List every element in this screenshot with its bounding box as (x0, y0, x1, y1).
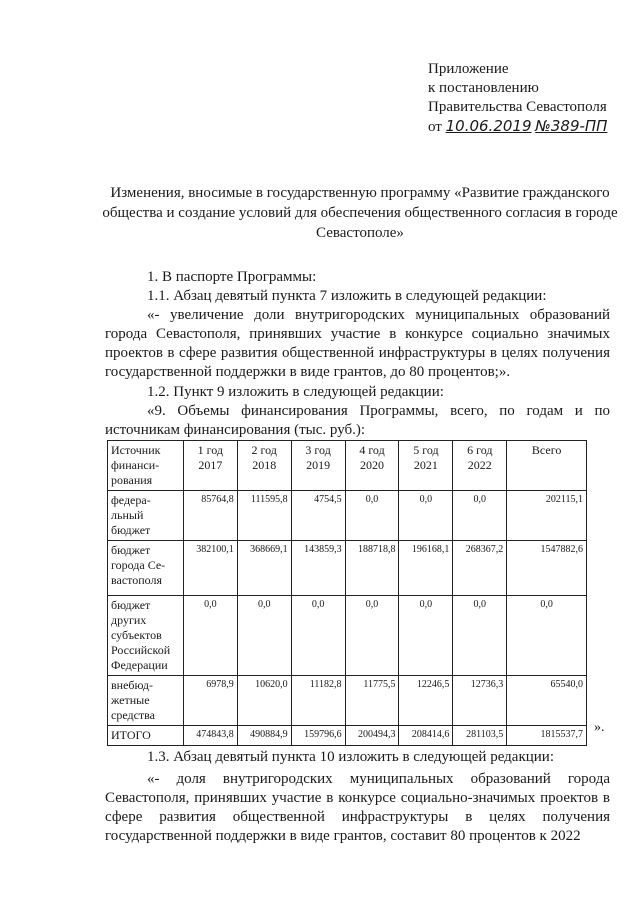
table-cell: 10620,0 (237, 676, 291, 726)
table-cell: 0,0 (453, 596, 507, 676)
paragraph-1-3: 1.3. Абзац девятый пункта 10 изложить в следующей редакции: (147, 749, 554, 765)
table-cell: 0,0 (453, 491, 507, 541)
row-label: ИТОГО (108, 726, 184, 746)
table-cell: 0,0 (291, 596, 345, 676)
table-cell: 196168,1 (399, 541, 453, 596)
column-header: 2 год 2018 (237, 441, 291, 491)
table-cell: 368669,1 (237, 541, 291, 596)
table-cell: 6978,9 (183, 676, 237, 726)
table-cell: 0,0 (183, 596, 237, 676)
table-cell: 1815537,7 (507, 726, 587, 746)
table-cell: 11182,8 (291, 676, 345, 726)
table-cell: 65540,0 (507, 676, 587, 726)
column-header: Источник финанси-рования (108, 441, 184, 491)
paragraph-1-1-text: «- увеличение доли внутригородских муниципальных образований города Севастополя, принявших участие в конкурсе социально значимых проектов в сфере развития общественной инфраструктуры в целях получения государственной поддержки в виде грантов, до 80 процентов;». (105, 307, 610, 380)
row-label: бюджет города Се-вастополя (108, 541, 184, 596)
table-row-total (108, 726, 587, 746)
table-cell: 85764,8 (183, 491, 237, 541)
closing-quote: ». (594, 720, 605, 735)
table-cell: 11775,5 (345, 676, 399, 726)
column-header: 5 год 2021 (399, 441, 453, 491)
paragraph-1-2: 1.2. Пункт 9 изложить в следующей редакции: (147, 384, 444, 400)
table-cell: 474843,8 (183, 726, 237, 746)
table-cell: 1547882,6 (507, 541, 587, 596)
table-row (108, 596, 587, 676)
handwritten-number: №389-ПП (535, 117, 608, 135)
column-header: 1 год 2017 (183, 441, 237, 491)
table-cell: 490884,9 (237, 726, 291, 746)
table-cell: 12246,5 (399, 676, 453, 726)
column-header: Всего (507, 441, 587, 491)
paragraph-1-2-text: «9. Объемы финансирования Программы, всего, по годам и по источникам финансирования (тыс. руб.): (105, 403, 610, 438)
header-line-resolution: к постановлению (428, 80, 539, 96)
table-cell: 281103,5 (453, 726, 507, 746)
table-cell: 202115,1 (507, 491, 587, 541)
table-cell: 268367,2 (453, 541, 507, 596)
paragraph-1-1: 1.1. Абзац девятый пункта 7 изложить в следующей редакции: (147, 288, 547, 304)
table-cell: 0,0 (237, 596, 291, 676)
table-cell: 0,0 (507, 596, 587, 676)
paragraph-1-3-text: «- доля внутригородских муниципальных образований города Севастополя, принявших участие в конкурсе социально-значимых проектов в сфере развития общественной инфраструктуры в целях получения государственной поддержки в виде грантов, составит 80 процентов к 2022 (105, 771, 610, 844)
handwritten-date: 10.06.2019 (445, 117, 532, 135)
row-label: бюджет других субъектов Российской Федерации (108, 596, 184, 676)
table-cell: 111595,8 (237, 491, 291, 541)
row-label: федера-льный бюджет (108, 491, 184, 541)
row-label: внебюд-жетные средства (108, 676, 184, 726)
column-header: 4 год 2020 (345, 441, 399, 491)
paragraph-passport: 1. В паспорте Программы: (147, 269, 317, 285)
table-cell: 0,0 (399, 596, 453, 676)
table-header-row (108, 441, 587, 491)
financing-table (107, 440, 587, 746)
table-cell: 0,0 (345, 491, 399, 541)
table-row (108, 541, 587, 596)
table-cell: 4754,5 (291, 491, 345, 541)
header-prefix-from: от (428, 119, 442, 135)
table-cell: 159796,6 (291, 726, 345, 746)
table-cell: 0,0 (399, 491, 453, 541)
table-row (108, 491, 587, 541)
column-header: 6 год 2022 (453, 441, 507, 491)
table-cell: 12736,3 (453, 676, 507, 726)
table-row (108, 676, 587, 726)
header-line-appendix: Приложение (428, 61, 509, 77)
header-line-government: Правительства Севастополя (428, 99, 607, 115)
table-cell: 188718,8 (345, 541, 399, 596)
document-title: Изменения, вносимые в государственную программу «Развитие гражданского общества и создание условий для обеспечения общественного согласия в городе Севастополе» (102, 185, 618, 241)
appendix-header (428, 60, 607, 137)
table-cell: 382100,1 (183, 541, 237, 596)
table-cell: 0,0 (345, 596, 399, 676)
column-header: 3 год 2019 (291, 441, 345, 491)
header-line-date-number (428, 117, 607, 137)
table-cell: 143859,3 (291, 541, 345, 596)
table-cell: 200494,3 (345, 726, 399, 746)
table-cell: 208414,6 (399, 726, 453, 746)
